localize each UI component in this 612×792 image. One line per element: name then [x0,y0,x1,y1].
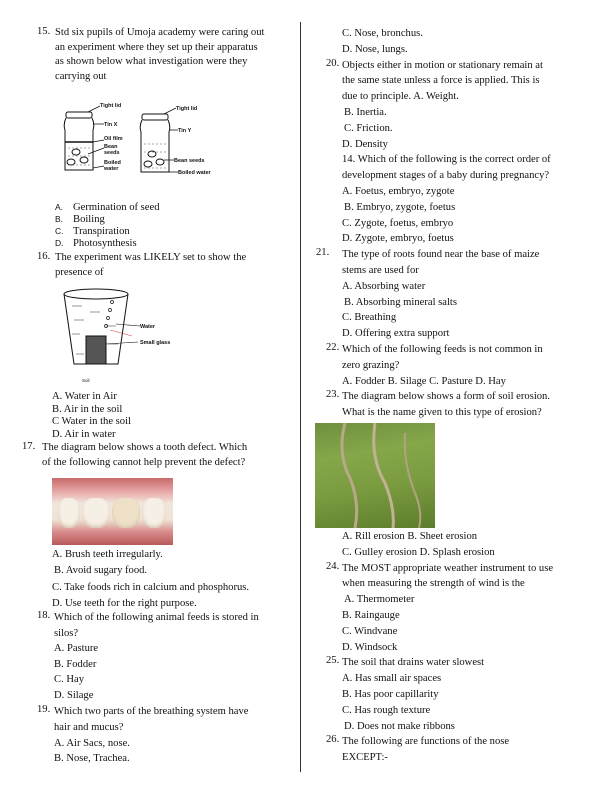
question-number: 25. [326,655,340,667]
question-text: The following are functions of the nose [342,736,510,748]
tooth [58,498,80,528]
question-text: The diagram below shows a tooth defect. Which [42,442,248,453]
option-d[interactable]: D. Offering extra support [342,328,450,340]
label-tight-lid-y: Tight lid [176,106,198,112]
question-text: development stages of a baby during pregnancy? [342,170,550,182]
option-d[interactable]: D. Windsock [342,641,398,653]
question-number: 22. [326,341,340,353]
question-number: 23. [326,389,340,401]
question-text: an experiment where they set up their apparatus [55,41,258,53]
gully-marks [315,423,435,528]
question-24 [316,561,596,656]
option-d[interactable]: D. Does not make ribbons [344,720,455,732]
option-c[interactable]: C Water in the soil [52,416,131,427]
question-text: hair and mucus? [54,721,124,733]
question-text: Std six pupils of Umoja academy were caring out [55,27,265,38]
question-16-options [52,391,131,441]
option-d[interactable]: D. Density [342,138,388,150]
label-boiled-water: Boiled water [178,170,211,176]
question-text: the same state unless a force is applied. This is [342,75,540,87]
option-c[interactable]: C. Windvane [342,625,398,637]
question-text: What is the name given to this type of erosion? [342,407,542,419]
question-text: due to principle. A. Weight. [342,91,459,103]
question-16 [37,251,246,280]
option-a[interactable]: A. Pasture [54,643,99,655]
question-17 [22,441,247,470]
option-d[interactable]: D. Silage [54,689,94,701]
label-boiled: Boiled [104,160,121,166]
question-text: silos? [54,627,79,639]
tooth [82,498,110,528]
question-number: 17. [22,441,36,452]
question-text: stems are used for [342,264,419,276]
question-number: 18. [37,610,51,621]
question-text: The diagram below shows a form of soil erosion. [342,391,551,403]
question-number: 21. [316,247,330,259]
question-number: 24. [326,560,340,572]
option-a[interactable]: A. Foetus, embryo, zygote [342,185,455,197]
label-tin-y: Tin Y [178,128,192,134]
option-d[interactable]: D. Zygote, embryo, foetus [342,233,454,245]
question-number: 20. [326,57,340,69]
question-26 [316,734,596,766]
question-text: Which two parts of the breathing system have [54,706,249,717]
option-c[interactable]: C. Nose, bronchus. [342,28,423,39]
question-19 [37,704,248,767]
option-d[interactable]: D. Photosynthesis [55,238,137,249]
label-oil-film: Oil film [104,136,123,142]
option-d[interactable]: D. Use teeth for the right purpose. [52,597,197,609]
question-14 [342,152,596,247]
question-text: when measuring the strength of wind is the [342,578,525,590]
question-number: 16. [37,251,51,262]
question-15-options [55,201,160,249]
question-text: The MOST appropriate weather instrument to use [342,562,554,574]
label-bean-seeds: Bean seeds [174,158,205,164]
label-small-glass: Small glass [140,340,171,346]
question-text: EXCEPT:- [342,752,388,764]
question-text: presence of [55,266,104,278]
question-18 [37,610,259,704]
question-number: 26. [326,734,340,746]
option-c[interactable]: C. Breathing [342,312,397,324]
tins-experiment-diagram [60,102,230,182]
option-a[interactable]: A. Water in Air [52,391,117,402]
option-b[interactable]: B. Air in the soil [52,403,123,415]
question-17-options [52,547,249,612]
option-d[interactable]: D. Air in water [52,428,116,440]
question-15 [37,26,264,84]
option-b[interactable]: B. Embryo, zygote, foetus [344,201,456,213]
options-line-1[interactable]: A. Rill erosion B. Sheet erosion [342,531,478,542]
question-text: The experiment was LIKELY set to show the [55,252,247,263]
option-a[interactable]: A. Germination of seed [55,202,160,213]
question-number: 15. [37,26,51,37]
tooth-defect-photo [52,478,173,545]
option-c[interactable]: C. Take foods rich in calcium and phosphorus. [52,581,250,593]
option-a[interactable]: A. Air Sacs, nose. [54,737,130,749]
label-water: water [104,166,119,172]
options-inline[interactable]: A. Fodder B. Silage C. Pasture D. Hay [342,375,506,387]
option-c[interactable]: C. Transpiration [55,226,130,237]
question-text: The type of roots found near the base of maize [342,249,540,261]
question-text: The soil that drains water slowest [342,657,485,669]
option-b[interactable]: B. Boiling [55,214,105,225]
tooth [112,498,140,528]
question-text: carrying out [55,70,107,82]
label-soil: Soil [82,378,90,383]
question-23 [316,389,596,421]
question-21 [316,247,596,342]
question-number: 19. [37,704,51,715]
option-a[interactable]: A. Thermometer [344,594,415,606]
option-c[interactable]: C. Hay [54,674,85,686]
question-25 [316,655,596,734]
label-tin-x: Tin X [104,122,118,128]
label-tight-lid: Tight lid [100,103,122,109]
question-text: Which of the following animal feeds is stored in [54,612,259,623]
option-a[interactable]: A. Has small air spaces [342,673,442,685]
option-a[interactable]: A. Brush teeth irregularly. [52,549,163,560]
soil-water-glass-diagram [60,286,180,386]
option-c[interactable]: C. Zygote, foetus, embryo [342,217,454,229]
option-c[interactable]: C. Friction. [344,122,393,134]
options-line-2[interactable]: C. Gulley erosion D. Splash erosion [342,546,495,558]
option-b[interactable]: B. Absorbing mineral salts [344,296,457,308]
option-d[interactable]: D. Nose, lungs. [342,43,408,55]
question-20 [316,58,596,153]
option-b[interactable]: B. Nose, Trachea. [54,753,130,765]
label-water: Water [140,324,156,330]
question-text: Which of the following feeds is not common in [342,343,543,355]
option-c[interactable]: C. Has rough texture [342,704,431,716]
question-text: as shown below what investigation were they [55,56,248,67]
option-b[interactable]: B. Has poor capillarity [342,688,439,700]
option-b[interactable]: B. Fodder [54,658,97,670]
option-a[interactable]: A. Absorbing water [342,280,426,292]
option-b[interactable]: B. Raingauge [342,609,400,621]
label-seeds: seeds [104,150,120,156]
option-b[interactable]: B. Inertia. [344,106,387,118]
question-22 [316,342,596,389]
soil-erosion-photo [315,423,435,528]
question-text: 14. Which of the following is the correct order of [342,154,551,166]
column-divider [300,22,301,772]
question-text: zero grazing? [342,359,400,371]
tooth [142,498,166,528]
option-b[interactable]: B. Avoid sugary food. [54,565,148,577]
right-column [316,26,596,421]
right-column-lower [316,529,596,766]
question-text: of the following cannot help prevent the defect? [42,456,246,468]
question-text: Objects either in motion or stationary remain at [342,59,543,71]
label-bean: Bean [104,144,118,150]
